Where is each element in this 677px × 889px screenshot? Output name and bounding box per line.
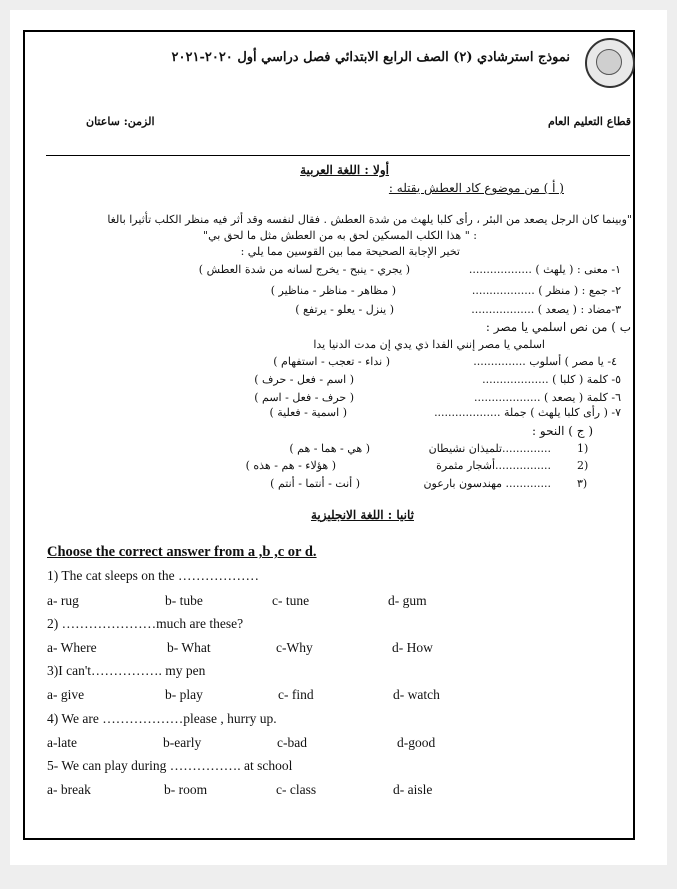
question-1: ١- معنى : ( يلهث ) .................. bbox=[468, 263, 621, 276]
grammar-3-options: ( أنت - أنتما - أنتم ) bbox=[270, 477, 360, 490]
question-4-options: ( نداء - تعجب - استفهام ) bbox=[273, 355, 390, 368]
question-7-options: ( اسمية - فعلية ) bbox=[269, 406, 347, 419]
en-q2-option-c: c-Why bbox=[276, 640, 313, 655]
part-a-title: ( أ ) من موضوع كاد العطش يقتله : bbox=[388, 181, 564, 195]
arabic-section-title: أولا : اللغة العربية bbox=[300, 163, 389, 177]
en-q5-option-b: b- room bbox=[164, 782, 208, 797]
en-q3-option-b: b- play bbox=[165, 687, 203, 702]
question-3: ٣-مضاد : ( يصعد ) .................. bbox=[471, 303, 621, 316]
grammar-1: ..............تلميذان نشيطان bbox=[428, 442, 551, 455]
en-q5-option-c: c- class bbox=[276, 782, 317, 797]
en-q1-option-a: a- rug bbox=[47, 593, 79, 608]
part-c-title: ( ج ) النحو : bbox=[532, 424, 593, 438]
grammar-3-number: ٣) bbox=[577, 477, 588, 490]
sector-label: قطاع التعليم العام bbox=[547, 115, 631, 128]
instruction-ar: تخير الإجابة الصحيحة مما بين القوسين مما يلي : bbox=[240, 245, 460, 258]
header-divider bbox=[46, 155, 630, 156]
en-q3-option-d: d- watch bbox=[393, 687, 440, 702]
en-q2-option-d: d- How bbox=[392, 640, 433, 655]
question-3-options: ( ينزل - يعلو - يرتفع ) bbox=[295, 303, 394, 316]
en-question-3: 3)I can't……………. my pen bbox=[47, 663, 206, 678]
grammar-1-number: 1) bbox=[577, 442, 589, 455]
question-6-options: ( حرف - فعل - اسم ) bbox=[254, 391, 354, 404]
question-5-options: ( اسم - فعل - حرف ) bbox=[254, 373, 354, 386]
question-2: ٢- جمع : ( منظر ) .................. bbox=[471, 284, 621, 297]
exam-title: نموذج استرشادي (٢) الصف الرابع الابتدائي فصل دراسي أول ٢٠٢٠-٢٠٢١ bbox=[171, 50, 570, 65]
en-q5-option-a: a- break bbox=[47, 782, 91, 797]
en-question-2: 2) …………………much are these? bbox=[47, 616, 244, 631]
en-q1-option-b: b- tube bbox=[165, 593, 203, 608]
question-4: ٤- يا مصر ) أسلوب ............... bbox=[473, 355, 617, 368]
en-q3-option-a: a- give bbox=[47, 687, 85, 702]
grammar-1-options: ( هي - هما - هم ) bbox=[289, 442, 370, 455]
english-section-title: ثانيا : اللغة الانجليزية bbox=[310, 508, 414, 522]
en-question-4: 4) We are ………………please , hurry up. bbox=[47, 711, 277, 726]
grammar-2-options: ( هؤلاء - هم - هذه ) bbox=[245, 459, 336, 472]
question-5: ٥- كلمة ( كلبا ) ................... bbox=[482, 373, 621, 386]
en-q1-option-d: d- gum bbox=[388, 593, 427, 608]
part-b-title: ب ) من نص اسلمي يا مصر : bbox=[485, 320, 631, 334]
en-q4-option-c: c-bad bbox=[277, 735, 307, 750]
en-q3-option-c: c- find bbox=[278, 687, 314, 702]
question-2-options: ( مظاهر - مناظر - مناظير ) bbox=[270, 284, 396, 297]
grammar-3: ............. مهندسون بارعون bbox=[423, 477, 551, 490]
en-q4-option-b: b-early bbox=[163, 735, 202, 750]
en-q5-option-d: d- aisle bbox=[393, 782, 433, 797]
question-7: ٧- ( رأى كلبا يلهث ) جملة ................... bbox=[434, 406, 621, 419]
question-1-options: ( يجري - ينبح - يخرج لسانه من شدة العطش ) bbox=[198, 263, 410, 276]
en-q1-option-c: c- tune bbox=[272, 593, 310, 608]
en-q4-option-d: d-good bbox=[397, 735, 436, 750]
passage-line-2: : " هذا الكلب المسكين لحق به من العطش مثل ما لحق بي" bbox=[203, 229, 477, 242]
grammar-2-number: 2) bbox=[577, 459, 589, 472]
en-q2-option-a: a- Where bbox=[47, 640, 97, 655]
en-question-5: 5- We can play during ……………. at school bbox=[47, 758, 293, 773]
en-q4-option-a: a-late bbox=[47, 735, 77, 750]
en-q2-option-b: b- What bbox=[167, 640, 211, 655]
en-question-1: 1) The cat sleeps on the ……………… bbox=[47, 568, 259, 583]
question-6: ٦- كلمة ( يصعد ) ................... bbox=[474, 391, 621, 404]
ministry-logo-icon bbox=[585, 38, 635, 88]
verse: اسلمي يا مصر إنني الفدا ذي يدي إن مدت الدنيا يدا bbox=[313, 338, 545, 351]
time-label: الزمن: ساعتان bbox=[86, 115, 155, 128]
grammar-2: ................أشجار مثمرة bbox=[436, 459, 551, 472]
instruction-en: Choose the correct answer from a ,b ,c or d. bbox=[47, 544, 317, 560]
passage-line-1: "وبينما كان الرجل يصعد من البئر ، رأى كلبا يلهث من شدة العطش . فقال لنفسه وقد أثر فيه منظر الكلب تأثيرا بالغا bbox=[107, 213, 632, 226]
